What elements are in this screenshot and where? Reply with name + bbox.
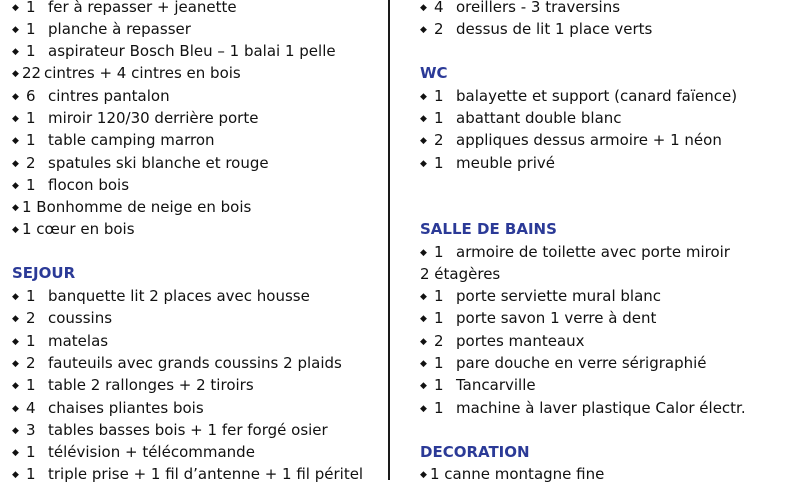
item-text: tables basses bois + 1 fer forgé osier [48,421,328,439]
item-quantity: 2 [434,20,444,38]
item-quantity: 2 [26,154,36,172]
diamond-bullet-icon: ◆ [12,3,19,13]
item-quantity: 1 [26,42,36,60]
diamond-bullet-icon: ◆ [420,92,427,102]
section-heading-decoration: DECORATION [420,443,530,461]
list-item [12,398,204,418]
list-item [12,464,363,484]
item-text: matelas [48,332,109,350]
diamond-bullet-icon: ◆ [12,203,19,213]
list-item [12,331,108,351]
item-text: dessus de lit 1 place verts [456,20,653,38]
item-text: miroir 120/30 derrière porte [48,109,259,127]
diamond-bullet-icon: ◆ [12,404,19,414]
column-divider [388,0,390,480]
list-item [12,175,129,195]
item-quantity: 1 [26,131,36,149]
item-text: porte savon 1 verre à dent [456,309,657,327]
item-quantity: 2 [26,309,36,327]
list-item [12,197,251,217]
list-item [12,308,112,328]
item-text: cintres + 4 cintres en bois [44,64,241,82]
diamond-bullet-icon: ◆ [420,381,427,391]
diamond-bullet-icon: ◆ [12,292,19,302]
item-text: balayette et support (canard faïence) [456,87,738,105]
list-item [420,0,620,17]
diamond-bullet-icon: ◆ [12,114,19,124]
item-quantity: 1 [26,176,36,194]
item-text: 1 cœur en bois [22,220,135,238]
item-quantity: 1 [434,87,444,105]
item-quantity: 1 [26,376,36,394]
list-item [420,308,656,328]
item-text: banquette lit 2 places avec housse [48,287,310,305]
list-item [420,19,652,39]
list-item [12,353,342,373]
item-quantity: 1 [434,243,444,261]
item-quantity: 1 [26,287,36,305]
diamond-bullet-icon: ◆ [420,359,427,369]
list-item [12,130,215,150]
item-text: cintres pantalon [48,87,170,105]
diamond-bullet-icon: ◆ [12,381,19,391]
item-text: coussins [48,309,113,327]
item-quantity: 1 [26,465,36,483]
list-item [420,331,585,351]
item-text: télévision + télécommande [48,443,255,461]
item-quantity: 1 [434,154,444,172]
item-text: Tancarville [456,376,536,394]
item-quantity: 1 [434,354,444,372]
list-item [12,19,191,39]
list-item [420,464,604,484]
diamond-bullet-icon: ◆ [420,314,427,324]
diamond-bullet-icon: ◆ [12,69,19,79]
item-quantity: 22 [22,64,42,82]
item-quantity: 1 [26,0,36,16]
list-item [12,108,258,128]
section-heading-sejour: SEJOUR [12,264,76,282]
list-item [12,86,170,106]
item-text: spatules ski blanche et rouge [48,154,269,172]
item-text: appliques dessus armoire + 1 néon [456,131,722,149]
diamond-bullet-icon: ◆ [420,404,427,414]
list-item [12,420,328,440]
item-text: abattant double blanc [456,109,622,127]
item-text: meuble privé [456,154,555,172]
item-quantity: 1 [26,443,36,461]
list-item [420,398,746,418]
diamond-bullet-icon: ◆ [12,25,19,35]
item-text: table camping marron [48,131,215,149]
item-quantity: 1 [434,109,444,127]
diamond-bullet-icon: ◆ [420,470,427,480]
diamond-bullet-icon: ◆ [12,47,19,57]
item-quantity: 4 [434,0,444,16]
item-text: armoire de toilette avec porte miroir [456,243,730,261]
list-item [420,242,730,262]
list-item [420,353,707,373]
item-quantity: 6 [26,87,36,105]
list-item [420,108,622,128]
diamond-bullet-icon: ◆ [420,3,427,13]
diamond-bullet-icon: ◆ [12,426,19,436]
item-quantity: 1 [434,376,444,394]
item-text: fer à repasser + jeanette [48,0,237,16]
item-text: fauteuils avec grands coussins 2 plaids [48,354,342,372]
diamond-bullet-icon: ◆ [12,448,19,458]
list-item [12,286,310,306]
list-item [12,0,237,17]
diamond-bullet-icon: ◆ [420,114,427,124]
item-text: machine à laver plastique Calor électr. [456,399,746,417]
item-text: portes manteaux [456,332,585,350]
diamond-bullet-icon: ◆ [12,136,19,146]
diamond-bullet-icon: ◆ [420,25,427,35]
diamond-bullet-icon: ◆ [420,337,427,347]
diamond-bullet-icon: ◆ [12,159,19,169]
item-text: porte serviette mural blanc [456,287,662,305]
item-text: flocon bois [48,176,130,194]
item-text: oreillers - 3 traversins [456,0,621,16]
diamond-bullet-icon: ◆ [420,136,427,146]
item-quantity: 2 [26,354,36,372]
item-quantity: 1 [26,20,36,38]
list-item [12,442,255,462]
list-item [420,153,555,173]
diamond-bullet-icon: ◆ [12,225,19,235]
list-item [420,375,536,395]
item-quantity: 1 [434,309,444,327]
item-text: table 2 rallonges + 2 tiroirs [48,376,254,394]
item-text: triple prise + 1 fil d’antenne + 1 fil péritel [48,465,364,483]
list-item [420,86,737,106]
item-text: planche à repasser [48,20,191,38]
list-item [12,219,135,239]
diamond-bullet-icon: ◆ [12,359,19,369]
item-quantity: 1 [26,109,36,127]
diamond-bullet-icon: ◆ [12,314,19,324]
list-item [12,153,269,173]
item-quantity: 4 [26,399,36,417]
item-quantity: 1 [26,332,36,350]
diamond-bullet-icon: ◆ [420,292,427,302]
item-quantity: 2 [434,131,444,149]
list-item [420,286,661,306]
section-heading-salle-de-bains: SALLE DE BAINS [420,220,557,238]
continuation-line: 2 étagères [420,265,501,283]
item-quantity: 3 [26,421,36,439]
item-quantity: 1 [434,287,444,305]
list-item [12,63,241,83]
item-text: 1 Bonhomme de neige en bois [22,198,252,216]
list-item [12,375,254,395]
diamond-bullet-icon: ◆ [420,248,427,258]
item-quantity: 2 [434,332,444,350]
item-text: 1 canne montagne fine [430,465,605,483]
section-heading-wc: WC [420,64,448,82]
list-item [12,41,336,61]
item-quantity: 1 [434,399,444,417]
item-text: aspirateur Bosch Bleu – 1 balai 1 pelle [48,42,336,60]
item-text: chaises pliantes bois [48,399,204,417]
diamond-bullet-icon: ◆ [12,181,19,191]
item-text: pare douche en verre sérigraphié [456,354,707,372]
diamond-bullet-icon: ◆ [12,470,19,480]
list-item [420,130,722,150]
diamond-bullet-icon: ◆ [12,337,19,347]
diamond-bullet-icon: ◆ [420,159,427,169]
diamond-bullet-icon: ◆ [12,92,19,102]
